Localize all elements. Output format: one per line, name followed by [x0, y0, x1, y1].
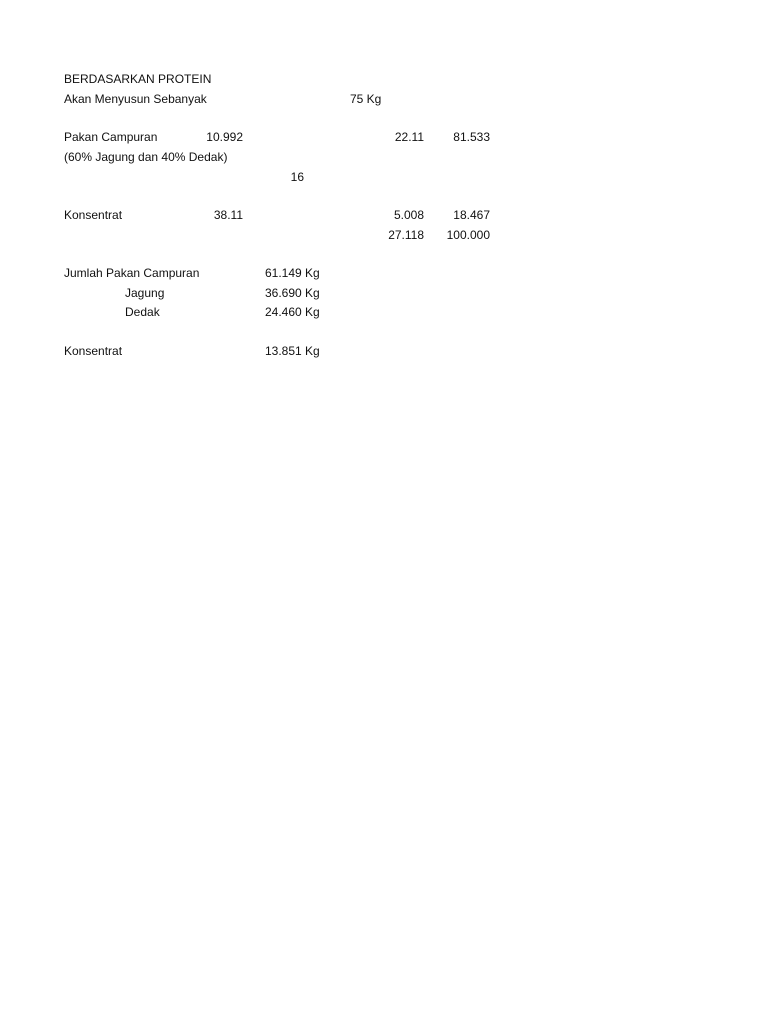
target-protein-value: 16 [290, 170, 304, 184]
jagung-value: 36.690 Kg [265, 286, 320, 300]
jumlah-pakan-value: 61.149 Kg [265, 266, 320, 280]
percent-total: 100.000 [446, 228, 490, 242]
konsentrat-percent: 18.467 [453, 208, 490, 222]
pakan-campuran-protein: 10.992 [206, 130, 243, 144]
pakan-campuran-label: Pakan Campuran [64, 130, 158, 144]
konsentrat-label: Konsentrat [64, 208, 123, 222]
konsentrat-summary-value: 13.851 Kg [265, 344, 320, 358]
intro-value: 75 Kg [350, 92, 382, 106]
konsentrat-summary-label: Konsentrat [64, 344, 123, 358]
konsentrat-protein: 38.11 [213, 208, 243, 222]
dedak-value: 24.460 Kg [265, 305, 320, 319]
dedak-label: Dedak [125, 305, 160, 319]
jumlah-pakan-label: Jumlah Pakan Campuran [64, 266, 200, 280]
diff-total: 27.118 [388, 228, 424, 242]
pakan-campuran-note: (60% Jagung dan 40% Dedak) [64, 150, 228, 164]
konsentrat-diff: 5.008 [393, 208, 424, 222]
jagung-label: Jagung [125, 286, 165, 300]
sheet-title: BERDASARKAN PROTEIN [64, 72, 212, 86]
pakan-campuran-percent: 81.533 [453, 130, 490, 144]
intro-label: Akan Menyusun Sebanyak [64, 92, 207, 106]
pakan-campuran-diff: 22.11 [394, 130, 424, 144]
